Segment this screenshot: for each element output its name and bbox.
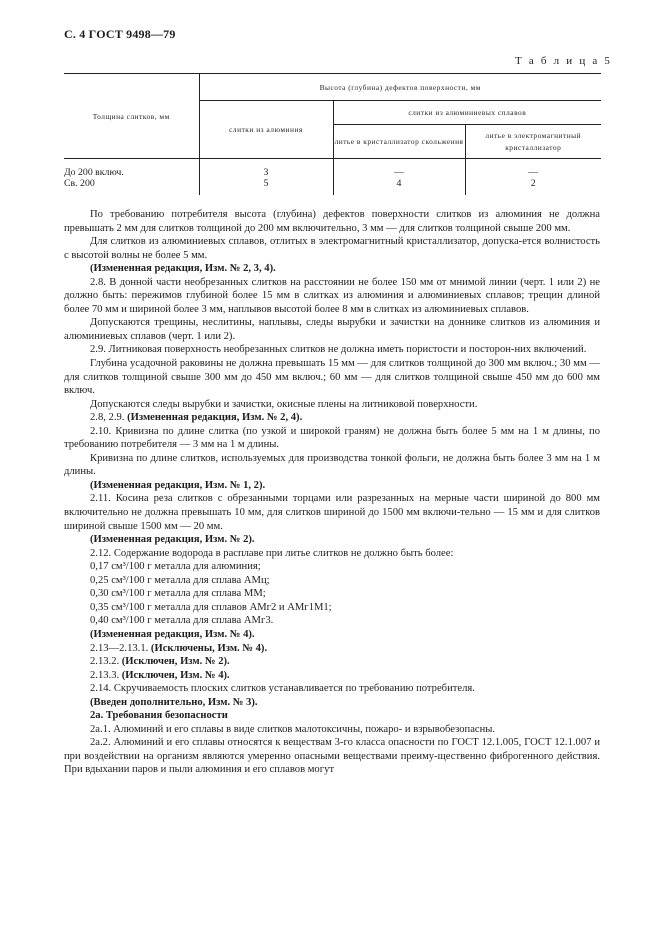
table-row <box>64 178 601 195</box>
header-thickness: Толщина слитков, мм <box>64 74 199 159</box>
clause-2a-1: 2а.1. Алюминий и его сплавы в виде слитков малотоксичны, пожаро- и взрывобезопасны. <box>90 723 496 735</box>
paragraph: Допускаются трещины, неслитины, наплывы, следы вырубки и зачистки на доннике слитков из алюминия и алюминиевых сплавов (черт. 1 или 2). <box>64 317 600 342</box>
paragraph: Глубина усадочной раковины не должна превышать 15 мм — для слитков толщиной до 300 мм включ.; 30 мм — для слитков толщиной свыше 300 мм до 450 мм включ.; 60 мм — для слитков толщиной свыше 450 мм до 600 мм включ. <box>64 358 600 397</box>
paragraph: Для слитков из алюминиевых сплавов, отлитых в электромагнитный кристаллизатор, допуска-ется волнистость с высотой волны не более 5 мм. <box>64 236 600 261</box>
clause-2a-2: 2а.2. Алюминий и его сплавы относятся к веществам 3-го класса опасности по ГОСТ 12.1.005, ГОСТ 12.1.007 и при воздействии на организм являются умеренно опасными веществами преиму-щественно фиброгенного действия. При вдыхании паров и пыли алюминия и его сплавов могут <box>64 737 600 776</box>
clause-2-13-2: 2.13.2. (Исключен, Изм. № 2). <box>90 656 230 668</box>
body-text <box>64 208 600 777</box>
clause-2-13: 2.13—2.13.1. (Исключены, Изм. № 4). <box>90 642 268 654</box>
amendment-note: (Измененная редакция, Изм. № 2). <box>90 534 255 546</box>
paragraph: Допускаются следы вырубки и зачистки, окисные плены на литниковой поверхности. <box>90 398 478 410</box>
section-heading: 2а. Требования безопасности <box>90 710 228 722</box>
hydrogen-limit: 0,17 см³/100 г металла для алюминия; <box>90 561 261 573</box>
header-aluminium: слитки из алюминия <box>199 101 333 159</box>
clause-2-13-3: 2.13.3. (Исключен, Изм. № 4). <box>90 669 230 681</box>
hydrogen-limit: 0,40 см³/100 г металла для сплава АМг3. <box>90 615 274 627</box>
amendment-note: (Измененная редакция, Изм. № 1, 2). <box>90 479 266 491</box>
hydrogen-limit: 0,35 см³/100 г металла для сплавов АМг2 и АМг1М1; <box>90 601 332 613</box>
slide-cell: 4 <box>333 178 465 195</box>
em-cell: — <box>465 159 601 179</box>
table-caption: Т а б л и ц а 5 <box>515 55 613 67</box>
defects-table <box>64 73 601 195</box>
clause-2-14: 2.14. Скручиваемость плоских слитков устанавливается по требованию потребителя. <box>90 683 475 695</box>
amendment-note: (Измененная редакция, Изм. № 4). <box>90 628 255 640</box>
clause-2-8: 2.8. В донной части необрезанных слитков на расстоянии не более 150 мм от мнимой линии (черт. 1 или 2) не должно быть: пережимов глубиной более 15 мм в слитках из алюминия и алюминиевых сплавов; трещин длиной более 70 мм и шириной более 3 мм, наплывов высотой более 8 мм в слитках из алюминиевых сплавов. <box>64 276 600 315</box>
aluminium-cell: 5 <box>199 178 333 195</box>
amendment-note: (Измененная редакция, Изм. № 2, 3, 4). <box>90 263 276 275</box>
page-header: С. 4 ГОСТ 9498—79 <box>64 27 176 41</box>
paragraph: Кривизна по длине слитков, используемых для производства тонкой фольги, не должна быть более 3 мм на 1 м длины. <box>64 452 600 478</box>
clause-2-12: 2.12. Содержание водорода в расплаве при литье слитков не должно быть более: <box>90 547 454 559</box>
header-alloys: слитки из алюминиевых сплавов <box>333 101 601 125</box>
amendment-note: 2.8, 2.9. (Измененная редакция, Изм. № 2, 4). <box>90 412 303 424</box>
hydrogen-limit: 0,25 см³/100 г металла для сплава АМц; <box>90 574 270 586</box>
clause-2-11: 2.11. Косина реза слитков с обрезанными торцами или разрезанных на мерные части шириной до 800 мм включительно не должна превышать 10 мм, для слитков шириной до 1500 мм включи-тельно — 15 мм и для слитков шириной свыше 1500 мм — 20 мм. <box>64 493 600 532</box>
clause-2-9: 2.9. Литниковая поверхность необрезанных слитков не должна иметь пористости и посторон-них включений. <box>90 344 587 356</box>
thickness-cell: До 200 включ. <box>64 167 124 178</box>
slide-cell: — <box>333 159 465 179</box>
thickness-cell: Св. 200 <box>64 178 95 189</box>
hydrogen-limit: 0,30 см³/100 г металла для сплава ММ; <box>90 588 266 600</box>
header-em-crystallizer: литье в электромагнитный кристаллизатор <box>465 125 601 159</box>
table-row <box>64 159 601 179</box>
aluminium-cell: 3 <box>199 159 333 179</box>
paragraph: По требованию потребителя высота (глубина) дефектов поверхности слитков из алюминия не должна превышать 2 мм для слитков толщиной до 200 мм включительно, 3 мм — для слитков толщиной свыше 200 мм. <box>64 209 600 234</box>
clause-2-10: 2.10. Кривизна по длине слитка (по узкой и широкой граням) не должна быть более 5 мм на 1 м длины, по требованию потребителя — 3 мм на 1 м длины. <box>64 425 600 451</box>
header-defect-height: Высота (глубина) дефектов поверхности, мм <box>199 74 601 101</box>
em-cell: 2 <box>465 178 601 195</box>
header-slide-crystallizer: литье в кристаллизатор скольжения <box>333 125 465 159</box>
amendment-note: (Введен дополнительно, Изм. № 3). <box>90 696 258 708</box>
